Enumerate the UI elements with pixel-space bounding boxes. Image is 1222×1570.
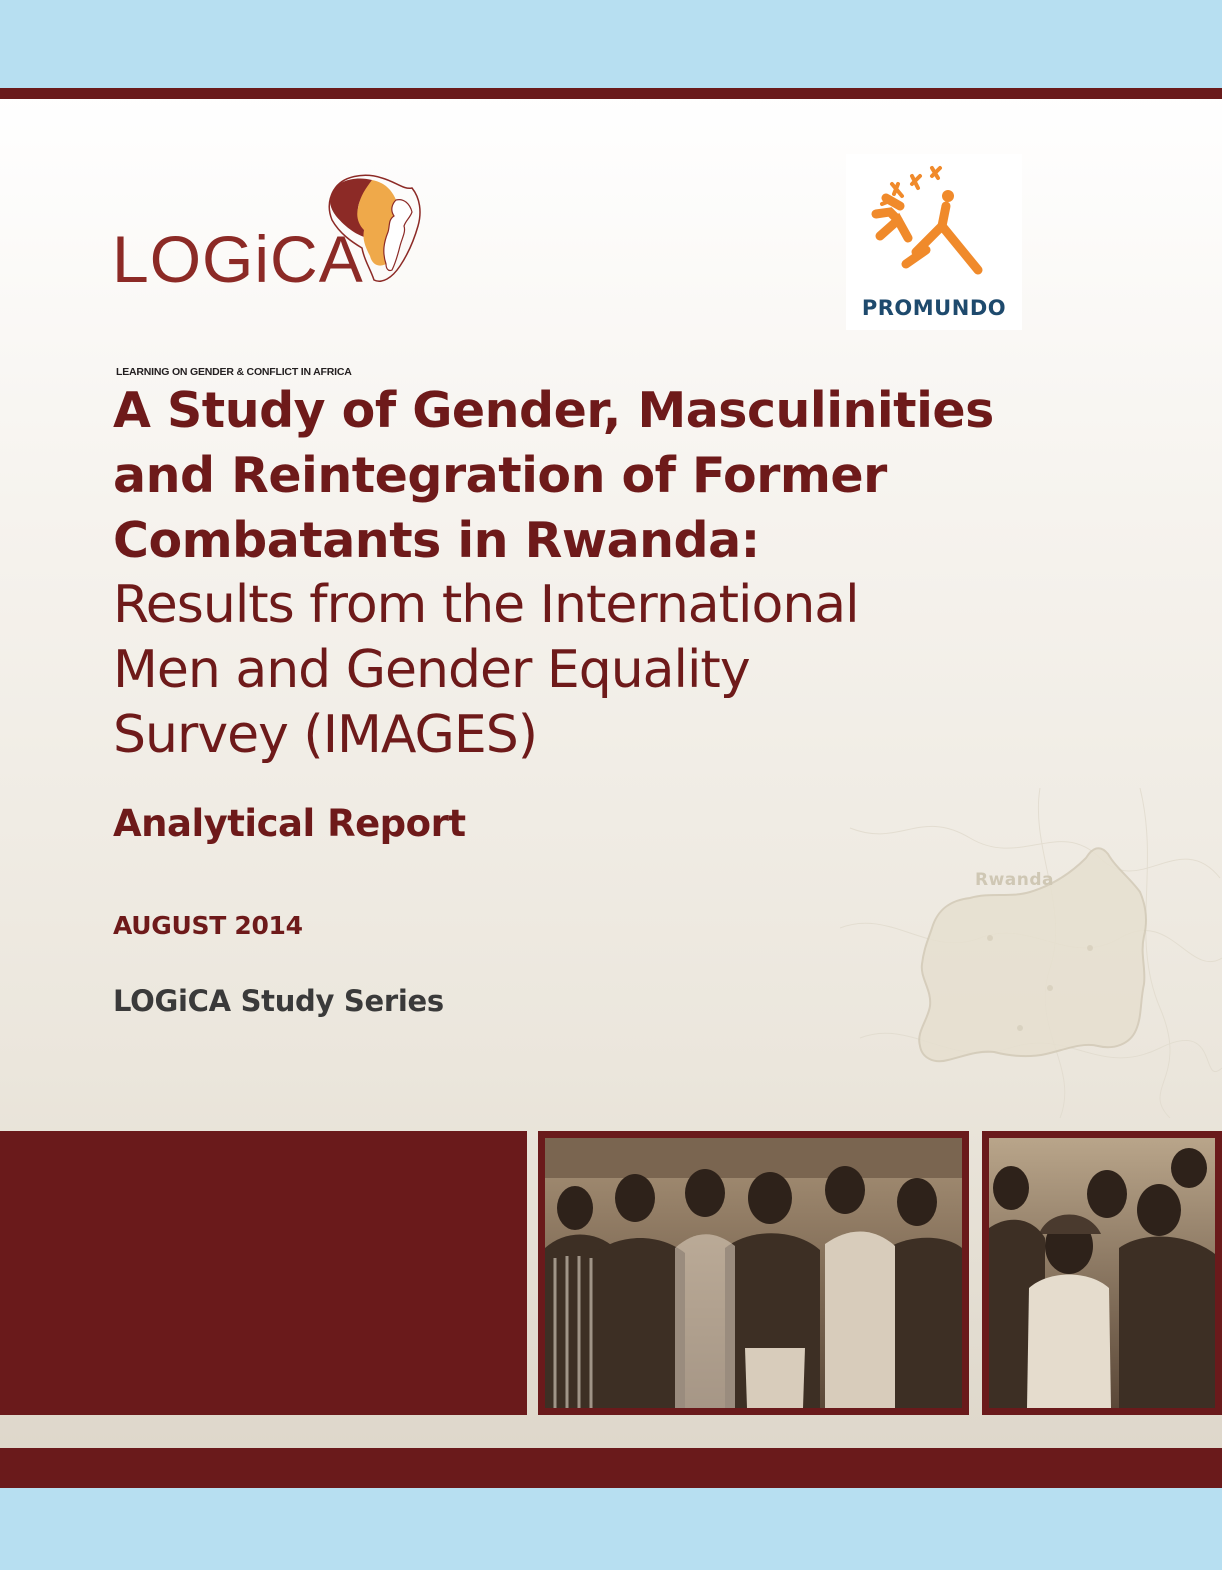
report-title [113,378,1113,768]
photo-crowd-1 [538,1131,969,1415]
crowd-photo-image [989,1138,1215,1408]
publication-date: AUGUST 2014 [113,911,303,940]
bottom-rule [0,1448,1222,1488]
logica-tagline: LEARNING ON GENDER & CONFLICT IN AFRICA [116,366,352,378]
promundo-wordmark: PROMUNDO [861,296,1007,320]
title-line: and Reintegration of Former [113,447,887,504]
top-rule [0,88,1222,99]
logica-logo [112,168,432,378]
report-cover [0,88,1222,1488]
title-line: Combatants in Rwanda: [113,512,760,569]
map-country-label: Rwanda [975,870,1055,890]
subtitle-line: Survey (IMAGES) [113,705,538,765]
report-type: Analytical Report [113,802,466,845]
subtitle-line: Results from the International [113,575,859,635]
title-line: A Study of Gender, Masculinities [113,382,994,439]
photo-crowd-2 [982,1131,1222,1415]
rwanda-map-watermark [840,788,1222,1118]
promundo-logo [846,154,1022,330]
study-series: LOGiCA Study Series [113,984,444,1018]
logica-wordmark: LOGiCA [112,222,364,296]
promundo-figures-icon [846,154,1022,294]
crowd-photo-image [545,1138,962,1408]
maroon-panel [0,1131,527,1415]
subtitle-line: Men and Gender Equality [113,640,750,700]
